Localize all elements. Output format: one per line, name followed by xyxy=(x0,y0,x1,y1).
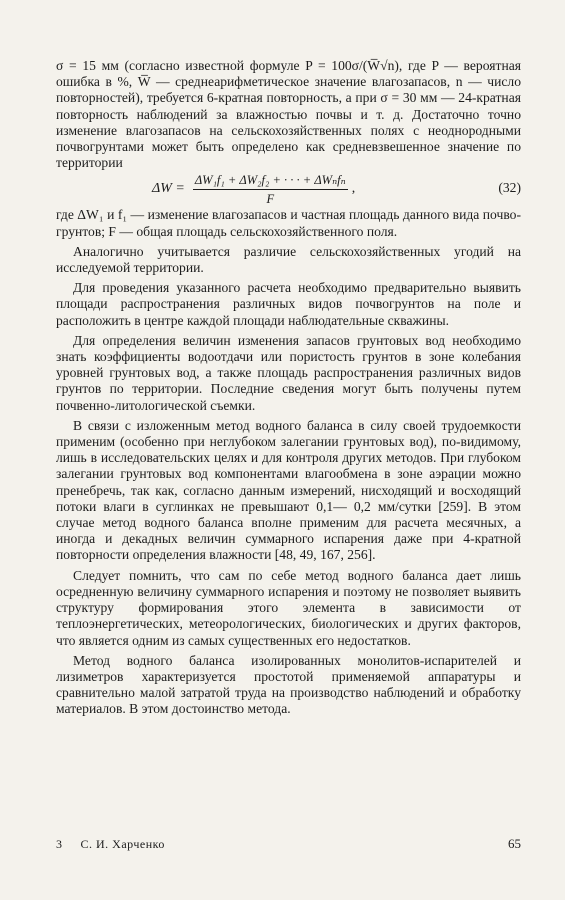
paragraph-5: Для определения величин изменения запасов грунтовых вод необходимо знать коэффициенты водоотдачи или пористость грунтов в зоне колебания уровней грунтовых вод, а также площадь распространения различных видов грунтов по территории. Последние сведения могут быть получены путем почвенно-литологической съемки. xyxy=(56,332,521,413)
author-name: С. И. Харченко xyxy=(80,837,165,851)
footer-left xyxy=(56,837,165,852)
formula-body xyxy=(152,172,355,206)
paragraph-7: Следует помнить, что сам по себе метод водного баланса дает лишь осредненную величину суммарного испарения и поэтому не позволяет выявить структуру формирования этого элемента в зависимости от теплоэнергетических, метеорологических, биологических и других факторов, что является одним из самых существенных его недостатков. xyxy=(56,567,521,648)
page-number: 65 xyxy=(508,836,521,851)
paragraph-6: В связи с изложенным метод водного баланса в силу своей трудоемкости применим (особенно при неглубоком залегании грунтовых вод), по-видимому, лишь в исследовательских целях и для контроля других методов. При глубоком залегании грунтовых вод компонентами влагообмена в зоне аэрации можно пренебречь, так как, согласно данным измерений, нисходящий и восходящий потоки влаги в суглинках не превышают 0,1— 0,2 мм/сутки [259]. В этом случае метод водного баланса вполне применим для расчета месячных, а иногда и декадных величин суммарного испарения даже при 4-кратной повторности определения влажности [48, 49, 167, 256]. xyxy=(56,417,521,563)
paragraph-1: σ = 15 мм (согласно известной формуле P = 100σ/(W̅√n), где P — вероятная ошибка в %, W̅ — среднеарифметическое значение влагозапасов, n — число повторностей), требуется 6-кратная повторность, а при σ = 30 мм — 24-кратная повторность наблюдений за влажностью почвы и т. д. Достаточно точно изменение влагозапасов на сельскохозяйственных полях с неоднородными почвогрунтами может быть определено как средневзвешенное значение по территории xyxy=(56,58,521,171)
paragraph-2: где ΔW₁ и f₁ — изменение влагозапасов и частная площадь данного вида почво-грунтов; F — общая площадь сельскохозяйственного поля. xyxy=(56,207,521,239)
formula-lhs: ΔW = xyxy=(152,181,185,197)
formula-denominator: F xyxy=(266,191,275,206)
paragraph-3: Аналогично учитывается различие сельскохозяйственных угодий на исследуемой территории. xyxy=(56,243,521,276)
paragraph-4: Для проведения указанного расчета необходимо предварительно выявить площади распространения различных видов почвогрунтов на поле и расположить в центре каждой площади наблюдательные скважины. xyxy=(56,280,521,328)
paragraph-list xyxy=(56,207,521,717)
signature-mark: 3 xyxy=(56,837,63,851)
formula-number: (32) xyxy=(498,180,521,196)
formula-fraction xyxy=(193,172,348,207)
paragraph-8: Метод водного баланса изолированных монолитов-испарителей и лизиметров характеризуется простотой применяемой аппаратуры и сравнительно малой затратой труда на производство наблюдений и обработку материалов. В этом достоинство метода. xyxy=(56,652,521,717)
body-text xyxy=(56,58,521,718)
page-footer xyxy=(56,836,521,852)
formula-32 xyxy=(56,172,521,206)
formula-tail: , xyxy=(351,181,356,197)
formula-numerator: ΔW₁f₁ + ΔW₂f₂ + · · · + ΔWₙfₙ xyxy=(193,172,348,190)
